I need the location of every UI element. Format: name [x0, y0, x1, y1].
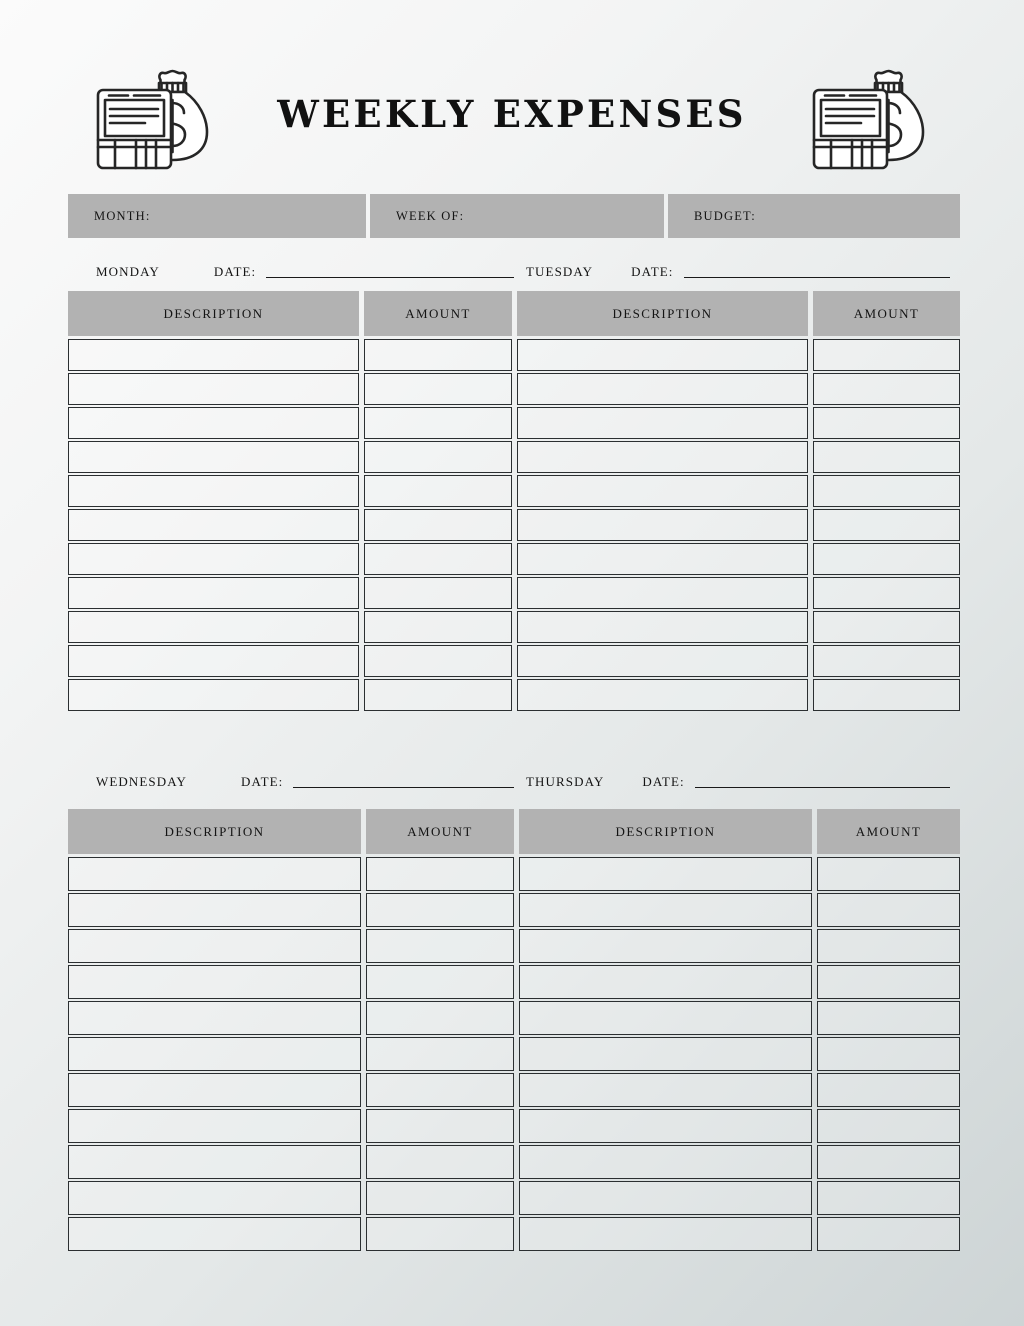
- table-row[interactable]: [68, 1181, 361, 1215]
- table-row[interactable]: [364, 475, 512, 507]
- week-of-label: WEEK OF:: [396, 208, 465, 223]
- table-row[interactable]: [817, 965, 960, 999]
- table-row[interactable]: [519, 857, 812, 891]
- column-header-amount: AMOUNT: [366, 809, 514, 854]
- date-input-wednesday[interactable]: [293, 786, 514, 788]
- table-row[interactable]: [68, 475, 359, 507]
- table-row[interactable]: [813, 577, 960, 609]
- table-row[interactable]: [817, 1037, 960, 1071]
- table-row[interactable]: [817, 1217, 960, 1251]
- table-row[interactable]: [68, 1037, 361, 1071]
- table-row[interactable]: [813, 543, 960, 575]
- amount-rows: [813, 336, 960, 711]
- table-row[interactable]: [817, 1109, 960, 1143]
- table-row[interactable]: [364, 339, 512, 371]
- table-row[interactable]: [519, 1037, 812, 1071]
- table-row[interactable]: [517, 577, 808, 609]
- table-row[interactable]: [817, 1001, 960, 1035]
- table-row[interactable]: [68, 929, 361, 963]
- table-row[interactable]: [68, 373, 359, 405]
- expense-table-tuesday: [517, 291, 960, 711]
- table-row[interactable]: [68, 1073, 361, 1107]
- table-row[interactable]: [68, 509, 359, 541]
- table-row[interactable]: [68, 339, 359, 371]
- date-input-thursday[interactable]: [695, 786, 950, 788]
- table-row[interactable]: [517, 407, 808, 439]
- table-row[interactable]: [68, 965, 361, 999]
- table-row[interactable]: [817, 1145, 960, 1179]
- page-title: WEEKLY EXPENSES: [277, 92, 747, 136]
- table-row[interactable]: [366, 1109, 514, 1143]
- table-row[interactable]: [813, 645, 960, 677]
- table-row[interactable]: [68, 543, 359, 575]
- table-row[interactable]: [68, 857, 361, 891]
- table-row[interactable]: [364, 509, 512, 541]
- day-heading-monday: [68, 255, 514, 281]
- day-labels-row-2: [68, 765, 960, 791]
- date-input-tuesday[interactable]: [684, 276, 950, 278]
- day-name-monday: MONDAY: [96, 264, 160, 279]
- table-row[interactable]: [366, 1145, 514, 1179]
- day-heading-wednesday: [68, 765, 514, 791]
- table-row[interactable]: [366, 1037, 514, 1071]
- expense-table-wednesday: [68, 809, 514, 1251]
- date-label-wednesday: DATE:: [241, 774, 284, 789]
- table-row[interactable]: [519, 1073, 812, 1107]
- table-row[interactable]: [68, 577, 359, 609]
- table-row[interactable]: [517, 509, 808, 541]
- day-heading-tuesday: [514, 255, 960, 281]
- date-label-tuesday: DATE:: [631, 264, 674, 279]
- day-name-tuesday: TUESDAY: [526, 264, 594, 279]
- table-row[interactable]: [517, 611, 808, 643]
- table-row[interactable]: [68, 407, 359, 439]
- table-row[interactable]: [68, 611, 359, 643]
- table-row[interactable]: [366, 857, 514, 891]
- description-rows: [68, 336, 359, 711]
- table-row[interactable]: [813, 373, 960, 405]
- table-row[interactable]: [366, 1181, 514, 1215]
- column-description: [68, 809, 361, 1251]
- table-row[interactable]: [68, 1145, 361, 1179]
- table-row[interactable]: [68, 679, 359, 711]
- column-amount: [817, 809, 960, 1251]
- table-row[interactable]: [519, 965, 812, 999]
- column-header-amount: AMOUNT: [817, 809, 960, 854]
- table-row[interactable]: [519, 929, 812, 963]
- week-of-field[interactable]: [370, 194, 664, 238]
- column-header-amount: AMOUNT: [364, 291, 512, 336]
- amount-rows: [817, 854, 960, 1251]
- table-row[interactable]: [817, 1073, 960, 1107]
- table-row[interactable]: [68, 645, 359, 677]
- date-label-thursday: DATE:: [642, 774, 685, 789]
- table-row[interactable]: [813, 611, 960, 643]
- table-row[interactable]: [364, 645, 512, 677]
- table-row[interactable]: [366, 1217, 514, 1251]
- column-description: [68, 291, 359, 711]
- amount-rows: [366, 854, 514, 1251]
- month-label: MONTH:: [94, 208, 151, 223]
- table-row[interactable]: [68, 441, 359, 473]
- table-row[interactable]: [364, 441, 512, 473]
- table-row[interactable]: [519, 1001, 812, 1035]
- page-header: [0, 0, 1024, 190]
- table-row[interactable]: [817, 1181, 960, 1215]
- table-row[interactable]: [68, 1001, 361, 1035]
- budget-label: BUDGET:: [694, 208, 756, 223]
- table-row[interactable]: [366, 1073, 514, 1107]
- table-row[interactable]: [517, 441, 808, 473]
- day-name-wednesday: WEDNESDAY: [96, 774, 188, 789]
- table-row[interactable]: [364, 679, 512, 711]
- table-row[interactable]: [519, 1145, 812, 1179]
- table-row[interactable]: [366, 893, 514, 927]
- table-row[interactable]: [517, 543, 808, 575]
- table-row[interactable]: [366, 965, 514, 999]
- expense-tables-row-1: [68, 291, 960, 711]
- column-description: [519, 809, 812, 1251]
- column-header-description: DESCRIPTION: [68, 809, 361, 854]
- column-header-description: DESCRIPTION: [517, 291, 808, 336]
- table-row[interactable]: [364, 577, 512, 609]
- table-row[interactable]: [813, 441, 960, 473]
- table-row[interactable]: [813, 509, 960, 541]
- table-row[interactable]: [813, 339, 960, 371]
- table-row[interactable]: [817, 893, 960, 927]
- table-row[interactable]: [68, 1217, 361, 1251]
- description-rows: [519, 854, 812, 1251]
- table-row[interactable]: [817, 857, 960, 891]
- day-name-thursday: THURSDAY: [526, 774, 605, 789]
- expense-table-monday: [68, 291, 512, 711]
- table-row[interactable]: [364, 543, 512, 575]
- table-row[interactable]: [517, 475, 808, 507]
- table-row[interactable]: [68, 1109, 361, 1143]
- table-row[interactable]: [364, 373, 512, 405]
- column-amount: [366, 809, 514, 1251]
- month-field[interactable]: [68, 194, 366, 238]
- column-header-description: DESCRIPTION: [519, 809, 812, 854]
- table-row[interactable]: [366, 929, 514, 963]
- column-amount: [813, 291, 960, 711]
- table-row[interactable]: [813, 475, 960, 507]
- budget-field[interactable]: [668, 194, 960, 238]
- table-row[interactable]: [517, 339, 808, 371]
- table-row[interactable]: [519, 1109, 812, 1143]
- table-row[interactable]: [517, 373, 808, 405]
- table-row[interactable]: [519, 893, 812, 927]
- expense-table-thursday: [519, 809, 960, 1251]
- table-row[interactable]: [519, 1181, 812, 1215]
- description-rows: [68, 854, 361, 1251]
- amount-rows: [364, 336, 512, 711]
- table-row[interactable]: [366, 1001, 514, 1035]
- date-input-monday[interactable]: [266, 276, 514, 278]
- expense-tables-row-2: [68, 809, 960, 1251]
- day-heading-thursday: [514, 765, 960, 791]
- table-row[interactable]: [68, 893, 361, 927]
- day-labels-row-1: [68, 255, 960, 281]
- description-rows: [517, 336, 808, 711]
- table-row[interactable]: [813, 679, 960, 711]
- column-header-amount: AMOUNT: [813, 291, 960, 336]
- date-label-monday: DATE:: [213, 264, 257, 279]
- table-row[interactable]: [364, 611, 512, 643]
- table-row[interactable]: [364, 407, 512, 439]
- table-row[interactable]: [817, 929, 960, 963]
- column-amount: [364, 291, 512, 711]
- column-header-description: DESCRIPTION: [68, 291, 359, 336]
- table-row[interactable]: [813, 407, 960, 439]
- table-row[interactable]: [519, 1217, 812, 1251]
- table-row[interactable]: [517, 645, 808, 677]
- info-bar: [68, 194, 960, 238]
- money-bag-ledger-icon: [806, 52, 946, 174]
- column-description: [517, 291, 808, 711]
- table-row[interactable]: [517, 679, 808, 711]
